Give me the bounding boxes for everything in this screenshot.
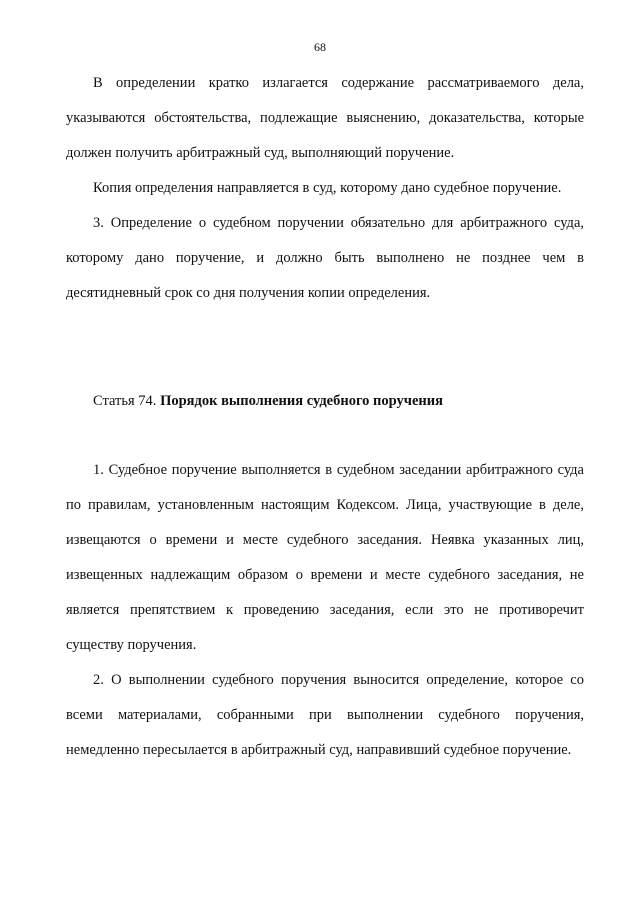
paragraph-definition-binding: 3. Определение о судебном поручении обязательно для арбитражного суда, которому дано поручение, и должно быть выполнено не позднее чем в десятидневный срок со дня получения копии определения. — [66, 215, 584, 301]
article-number: Статья 74. — [93, 393, 157, 409]
paragraph-definition-copy: Копия определения направляется в суд, которому дано судебное поручение. — [93, 180, 562, 196]
article-title: Порядок выполнения судебного поручения — [160, 393, 443, 409]
page-number: 68 — [314, 40, 326, 54]
article-heading — [93, 384, 443, 419]
paragraph-definition-content: В определении кратко излагается содержание рассматриваемого дела, указываются обстоятельства, подлежащие выяснению, доказательства, которые должен получить арбитражный суд, выполняющий поручение. — [66, 75, 584, 161]
text-section-bottom — [66, 453, 584, 768]
text-section-top — [66, 66, 584, 311]
paragraph-execution-result: 2. О выполнении судебного поручения выносится определение, которое со всеми материалами, собранными при выполнении судебного поручения, немедленно пересылается в арбитражный суд, направивший судебное поручение. — [66, 672, 584, 758]
paragraph-execution-hearing: 1. Судебное поручение выполняется в судебном заседании арбитражного суда по правилам, установленным настоящим Кодексом. Лица, участвующие в деле, извещаются о времени и месте судебного заседания. Неявка указанных лиц, извещенных надлежащим образом о времени и месте судебного заседания, не является препятствием к проведению заседания, если это не противоречит существу поручения. — [66, 462, 584, 653]
